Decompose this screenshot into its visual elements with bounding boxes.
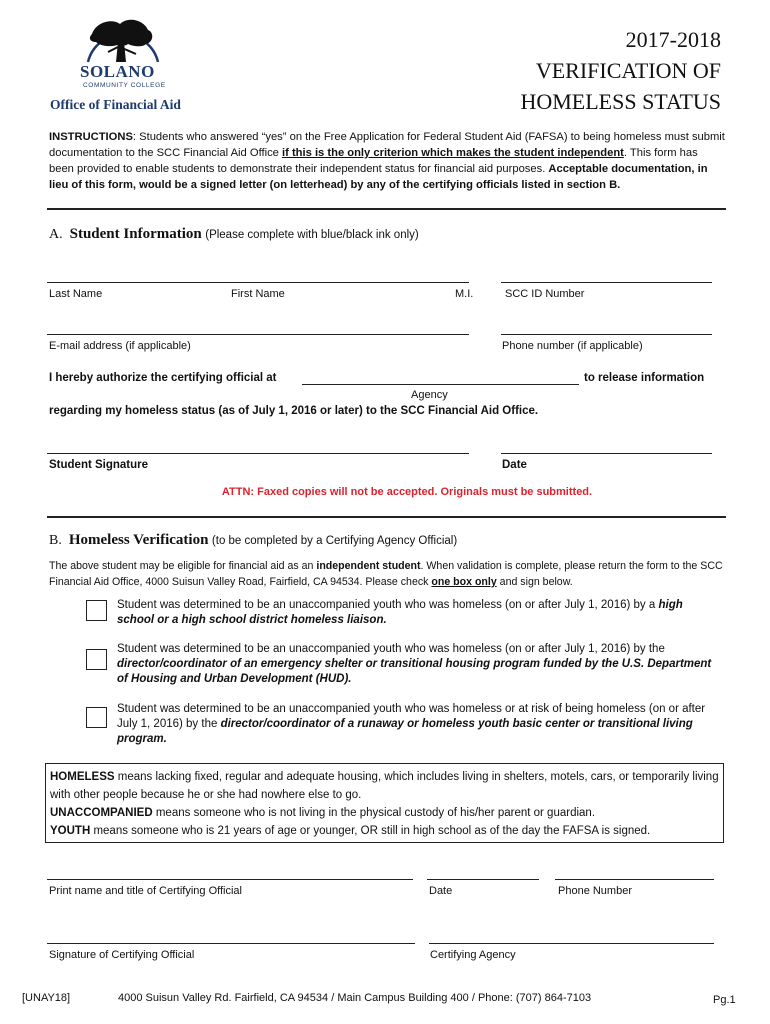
homeless-definition: means lacking fixed, regular and adequate housing, which includes living in shelters, motels, cars, or temporarily living with other people because he or she had nowhere else to go. xyxy=(50,771,719,801)
section-b-title: Homeless Verification xyxy=(68,532,209,548)
option-3-emph: director/coordinator of a runaway or homeless youth basic center or transitional living program. xyxy=(117,718,693,745)
option-3-text: Student was determined to be an unaccompanied youth who was homeless or at risk of being homeless (on or after July 1, 2016) by the xyxy=(117,703,706,730)
footer-address: 4000 Suisun Valley Rd. Fairfield, CA 94534 / Main Campus Building 400 / Phone: (707) 864-7103 xyxy=(118,992,592,1004)
instructions-text-1: : Students who answered “yes” on the Free Application for Federal Student Aid (FAFSA) to being homeless must submit documentation to the SCC Financial Aid Office xyxy=(49,131,725,159)
page-title xyxy=(520,24,721,117)
checkbox-runaway-youth-center[interactable] xyxy=(86,707,107,728)
official-signature-line[interactable] xyxy=(47,943,415,944)
section-a-note: (Please complete with blue/black ink only) xyxy=(205,229,419,241)
scc-id-line[interactable] xyxy=(501,282,712,283)
unaccompanied-definition: means someone who is not living in the physical custody of his/her parent or guardian. xyxy=(152,807,596,819)
certifying-agency-line[interactable] xyxy=(429,943,714,944)
logo-subtitle: COMMUNITY COLLEGE xyxy=(83,82,166,89)
mi-label: M.I. xyxy=(455,288,474,300)
divider xyxy=(47,516,726,518)
checkbox-hud-shelter[interactable] xyxy=(86,649,107,670)
student-date-label: Date xyxy=(502,459,527,471)
office-name: Office of Financial Aid xyxy=(50,97,181,112)
option-runaway-youth-center xyxy=(117,702,717,747)
agency-label: Agency xyxy=(411,389,448,401)
option-1-emph: high school or a high school district homeless liaison. xyxy=(117,599,683,626)
email-label: E-mail address (if applicable) xyxy=(49,340,191,352)
title-line-2: HOMELESS STATUS xyxy=(520,89,721,114)
title-year: 2017-2018 xyxy=(625,27,721,52)
section-a-title: Student Information xyxy=(69,226,202,242)
name-line[interactable] xyxy=(47,282,469,283)
attn-notice: ATTN: Faxed copies will not be accepted. Originals must be submitted. xyxy=(221,486,593,498)
oak-tree-logo-icon xyxy=(82,12,162,69)
official-phone-line[interactable] xyxy=(555,879,714,880)
intro-independent: independent student xyxy=(316,560,421,572)
instructions-label: INSTRUCTIONS xyxy=(49,131,133,143)
section-b-note: (to be completed by a Certifying Agency Official) xyxy=(211,535,458,547)
option-2-emph: director/coordinator of an emergency shelter or transitional housing program funded by the U.S. Department of Housing and Urban Development (HUD). xyxy=(117,658,712,685)
option-high-school-liaison xyxy=(117,598,717,628)
unaccompanied-term: UNACCOMPANIED xyxy=(50,807,153,819)
checkbox-high-school-liaison[interactable] xyxy=(86,600,107,621)
intro-one-box: one box only xyxy=(431,576,497,588)
official-name-label: Print name and title of Certifying Official xyxy=(49,885,242,897)
section-a-heading xyxy=(49,226,419,243)
instructions-acceptable: Acceptable documentation, in lieu of this form, would be a signed letter (on letterhead) by any of the certifying officials listed in section B. xyxy=(49,163,708,191)
option-hud-shelter xyxy=(117,642,717,687)
section-b-intro xyxy=(49,558,725,590)
section-b-letter: B. xyxy=(49,533,62,548)
official-signature-label: Signature of Certifying Official xyxy=(49,949,195,961)
email-line[interactable] xyxy=(47,334,469,335)
official-phone-label: Phone Number xyxy=(558,885,632,897)
official-date-line[interactable] xyxy=(427,879,539,880)
scc-id-label: SCC ID Number xyxy=(505,288,585,300)
authorize-text: I hereby authorize the certifying official at xyxy=(49,372,277,384)
title-line-1: VERIFICATION OF xyxy=(535,58,721,83)
youth-term: YOUTH xyxy=(50,825,91,837)
instructions-text-2: . This form has been provided to enable students to demonstrate their independent status for financial aid purposes. xyxy=(49,147,698,175)
phone-label: Phone number (if applicable) xyxy=(502,340,643,352)
intro-text-3: and sign below. xyxy=(496,576,573,588)
instructions xyxy=(49,129,725,193)
release-text: to release information xyxy=(584,372,705,384)
certifying-agency-label: Certifying Agency xyxy=(430,949,516,961)
youth-definition: means someone who is 21 years of age or younger, OR still in high school as of the day the FAFSA is signed. xyxy=(90,825,651,837)
last-name-label: Last Name xyxy=(49,288,103,300)
regarding-text: regarding my homeless status (as of July 1, 2016 or later) to the SCC Financial Aid Office. xyxy=(49,405,539,417)
option-1-text: Student was determined to be an unaccompanied youth who was homeless (on or after July 1, 2016) by a xyxy=(117,599,659,611)
option-2-text: Student was determined to be an unaccompanied youth who was homeless (on or after July 1, 2016) by the xyxy=(117,643,665,655)
logo-name: SOLANO xyxy=(80,62,155,81)
student-date-line[interactable] xyxy=(501,453,712,454)
instructions-criterion: if this is the only criterion which makes the student independent xyxy=(282,147,624,159)
intro-text-2: . When validation is complete, please return the form to the SCC Financial Aid Office, 4000 Suisun Valley Road, Fairfield, CA 94534. Please check xyxy=(49,560,723,588)
first-name-label: First Name xyxy=(231,288,285,300)
form-code: [UNAY18] xyxy=(22,992,71,1004)
divider xyxy=(47,208,726,210)
section-b-heading xyxy=(49,532,457,549)
homeless-term: HOMELESS xyxy=(50,771,115,783)
official-date-label: Date xyxy=(429,885,453,897)
intro-text-1: The above student may be eligible for financial aid as an xyxy=(49,560,317,572)
student-signature-label: Student Signature xyxy=(49,459,149,471)
section-a-letter: A. xyxy=(49,227,63,242)
phone-line[interactable] xyxy=(501,334,712,335)
student-signature-line[interactable] xyxy=(47,453,469,454)
page-number: Pg.1 xyxy=(713,994,736,1006)
agency-line[interactable] xyxy=(302,384,579,385)
official-name-line[interactable] xyxy=(47,879,413,880)
definitions-box xyxy=(45,763,724,843)
